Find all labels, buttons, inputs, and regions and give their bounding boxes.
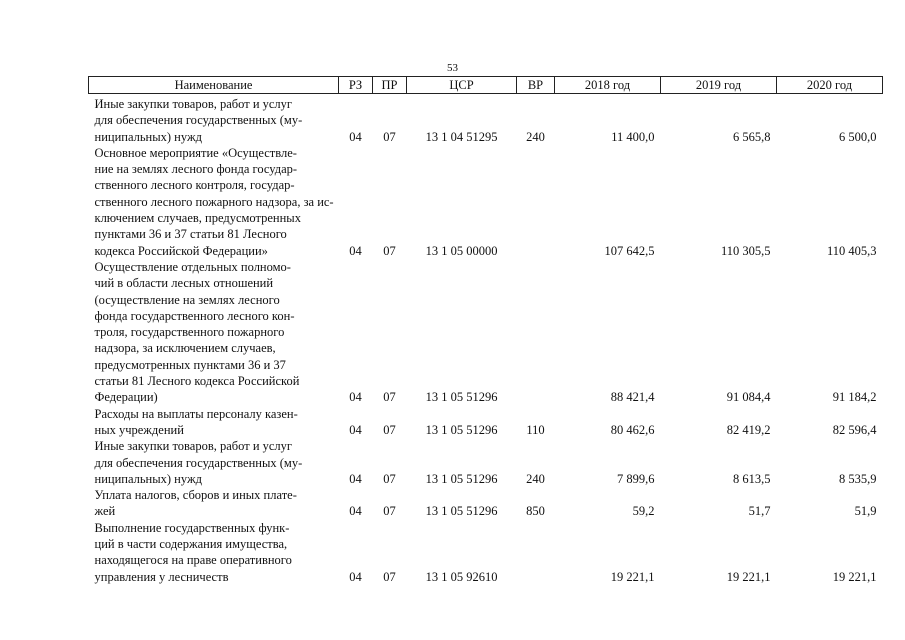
cell-2020: 8 535,9 xyxy=(839,471,877,486)
name-line: Осуществление отдельных полномо- xyxy=(94,259,291,274)
cell-name xyxy=(89,487,339,520)
cell-pr: 07 xyxy=(383,422,396,437)
cell-csr: 13 1 05 51296 xyxy=(425,422,498,437)
header-2020: 2020 год xyxy=(777,77,883,94)
cell-2019: 110 305,5 xyxy=(720,243,771,258)
name-line: ниципальных) нужд xyxy=(94,471,202,486)
cell-rz: 04 xyxy=(349,422,362,437)
name-line: Выполнение государственных функ- xyxy=(94,520,290,535)
name-line: пунктами 36 и 37 статьи 81 Лесного xyxy=(94,227,287,242)
name-line: Уплата налогов, сборов и иных плате- xyxy=(94,488,297,503)
cell-name xyxy=(89,145,339,259)
table-body xyxy=(89,94,883,585)
cell-2018: 7 899,6 xyxy=(617,471,655,486)
name-line: кодекса Российской Федерации» xyxy=(94,243,268,258)
name-line: Иные закупки товаров, работ и услуг xyxy=(94,439,293,454)
name-line: ключением случаев, предусмотренных xyxy=(94,211,301,226)
cell-csr: 13 1 05 51296 xyxy=(425,471,498,486)
cell-name xyxy=(89,438,339,487)
cell-rz: 04 xyxy=(349,569,362,584)
cell-2018: 19 221,1 xyxy=(610,569,655,584)
cell-pr: 07 xyxy=(383,243,396,258)
header-pr: ПР xyxy=(373,77,407,94)
name-line: управления у лесничеств xyxy=(94,569,229,584)
name-line: (осуществление на землях лесного xyxy=(94,292,280,307)
cell-2018: 107 642,5 xyxy=(604,243,655,258)
cell-2019: 6 565,8 xyxy=(733,129,771,144)
cell-pr: 07 xyxy=(383,471,396,486)
cell-2019: 82 419,2 xyxy=(726,422,771,437)
cell-vr: 240 xyxy=(526,471,545,486)
cell-vr xyxy=(517,259,555,406)
name-line: для обеспечения государственных (му- xyxy=(94,455,303,470)
header-2018: 2018 год xyxy=(555,77,661,94)
name-line: жей xyxy=(94,504,116,519)
cell-2018: 88 421,4 xyxy=(610,390,655,405)
name-line: Расходы на выплаты персоналу казен- xyxy=(94,406,298,421)
cell-name xyxy=(89,406,339,439)
header-name: Наименование xyxy=(89,77,339,94)
cell-vr xyxy=(517,145,555,259)
cell-name xyxy=(89,520,339,585)
table-row xyxy=(89,94,883,145)
name-line: статьи 81 Лесного кодекса Российской xyxy=(94,374,300,389)
cell-vr: 110 xyxy=(526,422,545,437)
name-line: ниципальных) нужд xyxy=(94,129,202,144)
name-line: чий в области лесных отношений xyxy=(94,276,274,291)
cell-name xyxy=(89,94,339,145)
table-row xyxy=(89,259,883,406)
table-row xyxy=(89,487,883,520)
cell-csr: 13 1 05 92610 xyxy=(425,569,498,584)
cell-pr: 07 xyxy=(383,504,396,519)
cell-rz: 04 xyxy=(349,471,362,486)
cell-rz: 04 xyxy=(349,504,362,519)
name-line: Основное мероприятие «Осуществле- xyxy=(94,145,297,160)
cell-csr: 13 1 05 51296 xyxy=(425,390,498,405)
cell-name xyxy=(89,259,339,406)
cell-csr: 13 1 05 51296 xyxy=(425,504,498,519)
cell-2019: 19 221,1 xyxy=(726,569,771,584)
cell-2020: 91 184,2 xyxy=(832,390,877,405)
cell-2018: 11 400,0 xyxy=(611,129,655,144)
name-line: Федерации) xyxy=(94,390,158,405)
cell-rz: 04 xyxy=(349,129,362,144)
name-line: ственного лесного контроля, государ- xyxy=(94,178,295,193)
cell-2019: 91 084,4 xyxy=(726,390,771,405)
cell-2020: 19 221,1 xyxy=(832,569,877,584)
table-row xyxy=(89,520,883,585)
name-line: ных учреждений xyxy=(94,422,184,437)
cell-2020: 6 500,0 xyxy=(839,129,877,144)
cell-vr xyxy=(517,520,555,585)
cell-rz: 04 xyxy=(349,390,362,405)
header-csr: ЦСР xyxy=(407,77,517,94)
cell-csr: 13 1 05 00000 xyxy=(425,243,498,258)
cell-2018: 80 462,6 xyxy=(610,422,655,437)
cell-pr: 07 xyxy=(383,129,396,144)
cell-2018: 59,2 xyxy=(632,504,655,519)
name-line: ственного лесного пожарного надзора, за ис- xyxy=(94,194,334,209)
name-line: надзора, за исключением случаев, xyxy=(94,341,276,356)
header-row xyxy=(89,77,883,94)
name-line: ние на землях лесного фонда государ- xyxy=(94,162,298,177)
header-2019: 2019 год xyxy=(661,77,777,94)
name-line: Иные закупки товаров, работ и услуг xyxy=(94,97,293,111)
cell-csr: 13 1 04 51295 xyxy=(425,129,498,144)
cell-2020: 51,9 xyxy=(854,504,877,519)
cell-2019: 8 613,5 xyxy=(733,471,771,486)
budget-table xyxy=(88,76,883,585)
name-line: для обеспечения государственных (му- xyxy=(94,113,303,128)
name-line: ций в части содержания имущества, xyxy=(94,537,288,552)
name-line: находящегося на праве оперативного xyxy=(94,553,292,568)
table-row xyxy=(89,145,883,259)
name-line: троля, государственного пожарного xyxy=(94,325,285,340)
cell-pr: 07 xyxy=(383,390,396,405)
cell-rz: 04 xyxy=(349,243,362,258)
table-row xyxy=(89,438,883,487)
name-line: предусмотренных пунктами 36 и 37 xyxy=(94,357,286,372)
name-line: фонда государственного лесного кон- xyxy=(94,308,295,323)
table-row xyxy=(89,406,883,439)
cell-2020: 110 405,3 xyxy=(826,243,877,258)
cell-2020: 82 596,4 xyxy=(832,422,877,437)
header-rz: РЗ xyxy=(339,77,373,94)
cell-2019: 51,7 xyxy=(748,504,771,519)
header-vr: ВР xyxy=(517,77,555,94)
cell-pr: 07 xyxy=(383,569,396,584)
cell-vr: 850 xyxy=(526,504,545,519)
cell-vr: 240 xyxy=(526,129,545,144)
page-number: 53 xyxy=(447,62,458,74)
table-header xyxy=(89,77,883,94)
